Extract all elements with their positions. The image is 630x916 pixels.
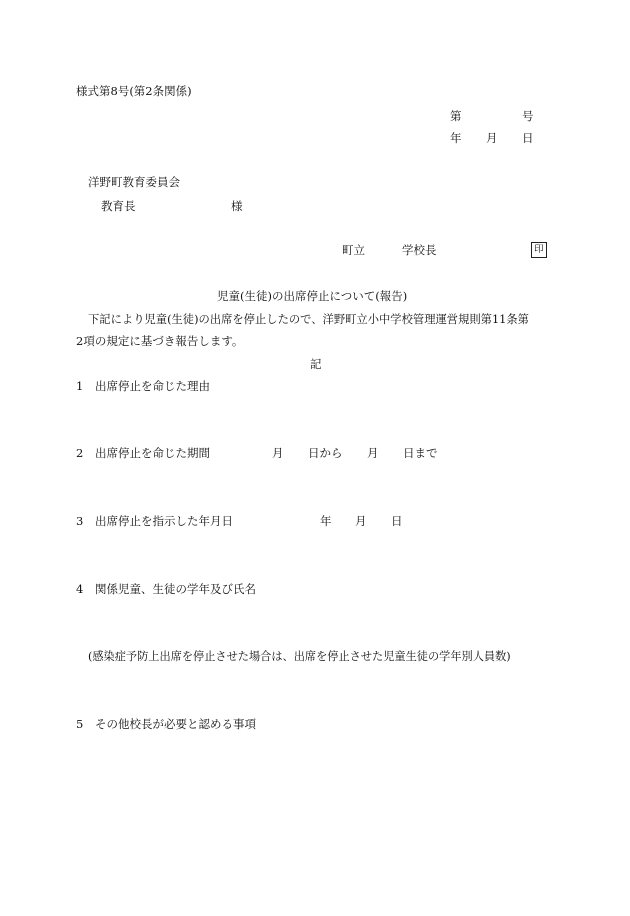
item-5-label: その他校長が必要と認める事項	[95, 717, 256, 731]
item-3-year: 年	[320, 514, 332, 528]
item-2-from-day: 日から	[308, 446, 343, 460]
item-4-note: (感染症予防上出席を停止させた場合は、出席を停止させた児童生徒の学年別人員数)	[88, 650, 511, 663]
addressee-title: 教育長	[101, 199, 136, 213]
item-2-to-month: 月	[367, 446, 379, 460]
addressee-honorific: 様	[231, 199, 243, 213]
ki-heading: 記	[310, 357, 322, 371]
sender-town: 町立	[342, 243, 365, 257]
date-day: 日	[522, 131, 534, 145]
document-title: 児童(生徒)の出席停止について(報告)	[217, 289, 408, 303]
item-3-number: 3	[76, 514, 84, 528]
seal-mark: 印	[531, 242, 547, 258]
item-4-label: 関係児童、生徒の学年及び氏名	[95, 582, 256, 596]
item-1-number: 1	[76, 379, 84, 393]
item-3-month: 月	[355, 514, 367, 528]
item-5-number: 5	[76, 717, 84, 731]
date-month: 月	[486, 131, 498, 145]
item-1-label: 出席停止を命じた理由	[95, 379, 210, 393]
body-line-2: 2項の規定に基づき報告します。	[76, 334, 244, 348]
item-2-label: 出席停止を命じた期間	[95, 446, 210, 460]
date-year: 年	[450, 131, 462, 145]
body-line-1: 下記により児童(生徒)の出席を停止したので、洋野町立小中学校管理運営規則第11条第	[88, 313, 529, 326]
item-3-label: 出席停止を指示した年月日	[95, 514, 233, 528]
form-number: 様式第8号(第2条関係)	[76, 84, 192, 98]
doc-number-suffix: 号	[522, 109, 534, 123]
item-2-to-day: 日まで	[403, 446, 438, 460]
item-2-from-month: 月	[272, 446, 284, 460]
addressee-organization: 洋野町教育委員会	[88, 175, 180, 189]
item-2-number: 2	[76, 446, 84, 460]
sender-school: 学校長	[402, 243, 437, 257]
item-3-day: 日	[391, 514, 403, 528]
item-4-number: 4	[76, 582, 84, 596]
doc-number-prefix: 第	[450, 109, 462, 123]
